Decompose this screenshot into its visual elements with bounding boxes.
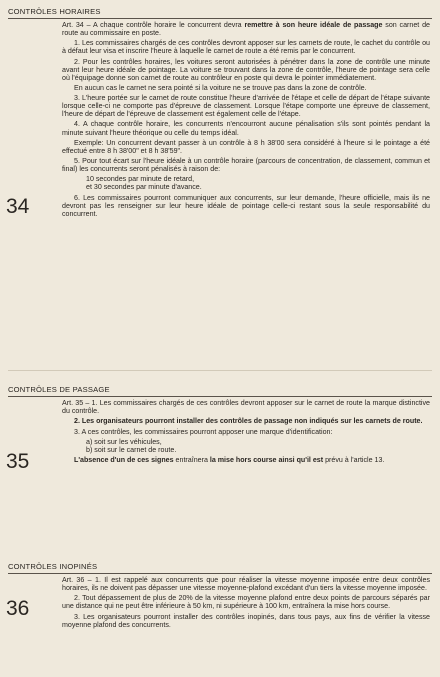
paragraph-4: 4. A chaque contrôle horaire, les concurrents n'encourront aucune pénalisation s'ils sont pointés pendant la minute suivant l'heure théorique ou celle du temps idéal.: [62, 120, 430, 137]
paragraph-4: L'absence d'un de ces signes entraînera la mise hors course ainsi qu'il est prévu à l'article 13.: [74, 456, 385, 465]
paragraph-1: Art. 35 – 1. Les commissaires chargés de ces contrôles devront apposer sur le carnet de route la marque distinctive du contrôle.: [62, 399, 430, 416]
list-item: et 30 secondes par minute d'avance.: [86, 183, 202, 192]
paragraph-4b: Exemple: Un concurrent devant passer à un contrôle à 8 h 38'00 sera considéré à l'heure si le pointage a été effectué entre 8 h 38'00" et 8 h 38'59".: [62, 138, 430, 155]
article-number: 36: [6, 597, 30, 620]
article-number: 35: [6, 450, 30, 473]
section-heading: CONTRÔLES DE PASSAGE: [8, 385, 110, 394]
section-heading: CONTRÔLES INOPINÉS: [8, 562, 98, 571]
article-body: [62, 399, 430, 466]
paragraph-1: 1. Les commissaires chargés de ces contrôles devront apposer sur les carnets de route, le cachet du contrôle ou à défaut leur visa et inscrire l'heure à laquelle le carnet de route a été remis par le concurrent.: [62, 39, 430, 56]
list-item: b) soit sur le carnet de route.: [86, 445, 177, 454]
faint-rule: [8, 370, 432, 375]
paragraph-1: Art. 36 – 1. Il est rappelé aux concurrents que pour réaliser la vitesse moyenne imposée entre deux contrôles horaires, ils ne doivent pas dépasser une vitesse moyenne-plafond excédant d'un tiers la vitesse moyenne imposée.: [62, 576, 430, 593]
list-item: 10 secondes par minute de retard,: [86, 175, 195, 184]
art-paragraph: Art. 34 – A chaque contrôle horaire le concurrent devra remettre à son heure idéale de passage son carnet de route au commissaire en poste.: [62, 21, 430, 38]
article-body: [62, 576, 430, 631]
paragraph-2: 2. Pour les contrôles horaires, les voitures seront autorisées à pénétrer dans la zone de contrôle une minute avant leur heure idéale de pointage. La voiture se trouvant dans la zone de contrôle, l'heure de pointage sera celle où l'équipage donne son carnet de route au contrôleur en poste qui devra le pointer immédiatement.: [62, 57, 430, 82]
article-number: 34: [6, 195, 30, 218]
list-item: a) soit sur les véhicules,: [86, 437, 162, 446]
paragraph-5: 5. Pour tout écart sur l'heure idéale à un contrôle horaire (parcours de concentration, de classement, commun et final) les concurrents seront pénalisés à raison de:: [62, 157, 430, 174]
section-rule: [8, 573, 432, 574]
paragraph-2: 2. Les organisateurs pourront installer des contrôles de passage non indiqués sur les carnets de route.: [74, 417, 423, 426]
paragraph-3: 3. L'heure portée sur le carnet de route constitue l'heure d'arrivée de l'étape et celle de départ de l'étape suivante lorsque celle-ci ne comporte pas d'épreuve de classement. Lorsque l'étape comporte une épreuve de classement, l'heure de départ de l'épreuve de classement est également celle de l'étape.: [62, 94, 430, 119]
section-heading: CONTRÔLES HORAIRES: [8, 7, 101, 16]
paragraph-2b: En aucun cas le carnet ne sera pointé si la voiture ne se trouve pas dans la zone de contrôle.: [74, 83, 367, 92]
paragraph-6: 6. Les commissaires pourront communiquer aux concurrents, sur leur demande, l'heure officielle, mais ils ne devront pas les renseigner sur leur heure idéale de pointage celle-ci restant sous la seule responsabilité du concurrent.: [62, 193, 430, 218]
paragraph-3: 3. A ces contrôles, les commissaires pourront apposer une marque d'identification:: [74, 427, 333, 436]
paragraph-2: 2. Tout dépassement de plus de 20% de la vitesse moyenne plafond entre deux points de parcours séparés par une distance qui ne peut être inférieure à 50 km, ni supérieure à 100 km, entraînera la mise hors course.: [62, 594, 430, 611]
paragraph-3: 3. Les organisateurs pourront installer des contrôles inopinés, dans tous pays, aux fins de vérifier la vitesse moyenne plafond des concurrents.: [62, 612, 430, 629]
article-body: [62, 21, 430, 220]
section-rule: [8, 396, 432, 397]
section-rule: [8, 18, 432, 19]
